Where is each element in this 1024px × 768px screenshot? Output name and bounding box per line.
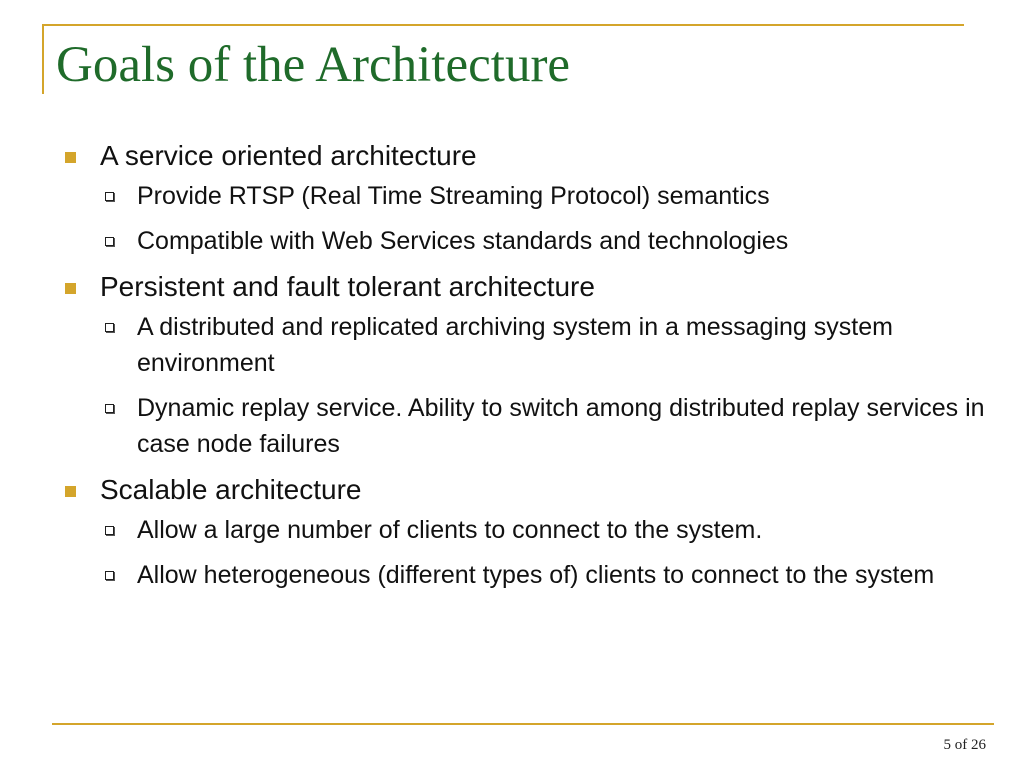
square-bullet-icon: [65, 486, 76, 497]
bullet-text: Scalable architecture: [100, 474, 362, 505]
hollow-square-bullet-icon: [105, 192, 114, 201]
footer-rule: [52, 723, 994, 725]
sub-bullet-item: [100, 512, 990, 548]
hollow-square-bullet-icon: [105, 526, 114, 535]
sub-bullet-item: [100, 390, 990, 462]
frame-top-rule: [42, 24, 964, 26]
bullet-item: [60, 472, 990, 593]
sub-bullet-text: Allow a large number of clients to connect to the system.: [137, 516, 763, 544]
slide-title: Goals of the Architecture: [56, 37, 571, 93]
hollow-square-bullet-icon: [105, 323, 114, 332]
hollow-square-bullet-icon: [105, 404, 114, 413]
sub-bullet-list: [100, 309, 990, 462]
sub-bullet-text: Dynamic replay service. Ability to switch among distributed replay services in case node failures: [137, 394, 985, 458]
bullet-text: A service oriented architecture: [100, 140, 477, 171]
bullet-item: [60, 138, 990, 259]
sub-bullet-list: [100, 512, 990, 593]
bullet-item: [60, 269, 990, 462]
sub-bullet-text: Compatible with Web Services standards and technologies: [137, 227, 789, 255]
page-number: 5 of 26: [943, 737, 986, 753]
bullet-list: [60, 138, 990, 593]
sub-bullet-text: A distributed and replicated archiving system in a messaging system environment: [137, 313, 893, 377]
square-bullet-icon: [65, 152, 76, 163]
bullet-text: Persistent and fault tolerant architecture: [100, 271, 595, 302]
sub-bullet-text: Allow heterogeneous (different types of) clients to connect to the system: [137, 561, 935, 589]
sub-bullet-list: [100, 178, 990, 259]
sub-bullet-item: [100, 557, 990, 593]
sub-bullet-text: Provide RTSP (Real Time Streaming Protocol) semantics: [137, 182, 770, 210]
sub-bullet-item: [100, 178, 990, 214]
hollow-square-bullet-icon: [105, 237, 114, 246]
sub-bullet-item: [100, 309, 990, 381]
hollow-square-bullet-icon: [105, 571, 114, 580]
square-bullet-icon: [65, 283, 76, 294]
frame-left-rule: [42, 24, 44, 94]
sub-bullet-item: [100, 223, 990, 259]
